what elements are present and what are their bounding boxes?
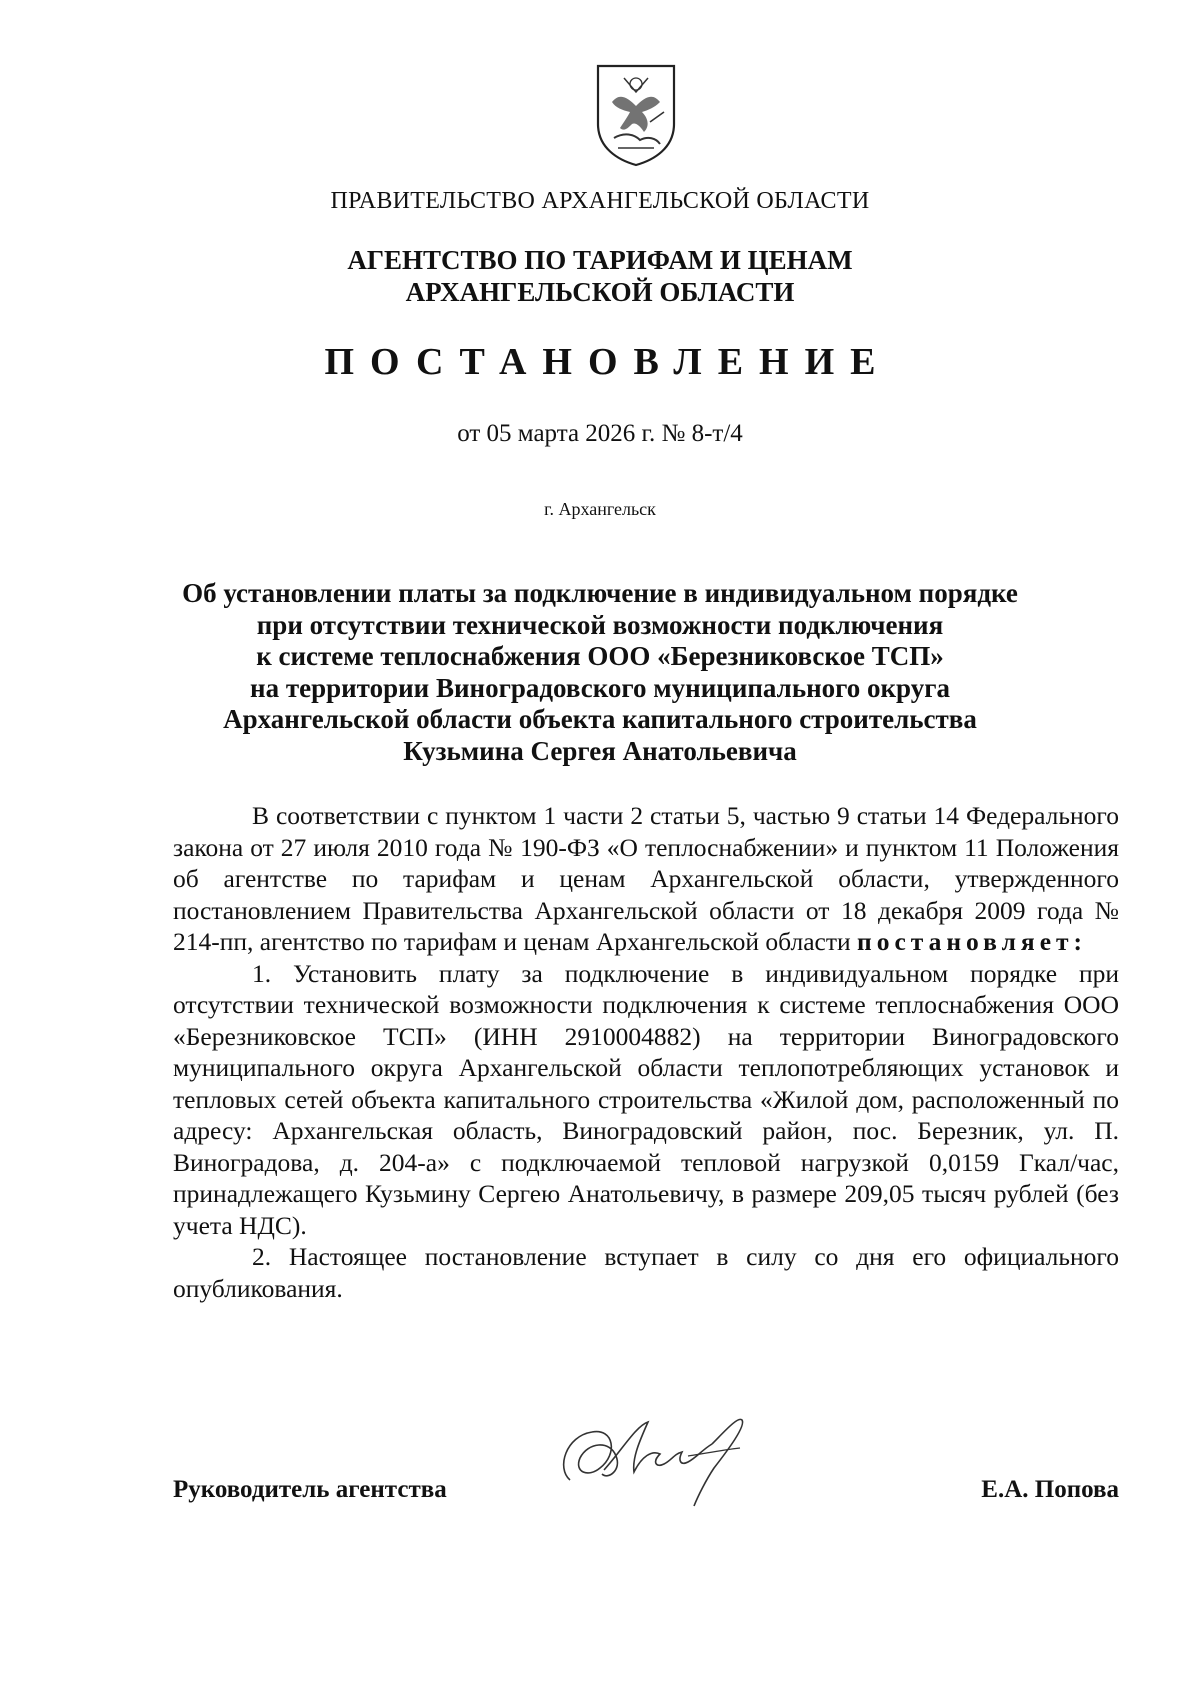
title-line: Кузьмина Сергея Анатольевича bbox=[403, 735, 797, 766]
document-title bbox=[0, 578, 1200, 767]
document-type: ПОСТАНОВЛЕНИЕ bbox=[324, 341, 892, 383]
title-line: Архангельской области объекта капитального строительства bbox=[223, 704, 977, 734]
title-line: к системе теплоснабжения ООО «Березниковское ТСП» bbox=[256, 641, 944, 671]
signer-role: Руководитель агентства bbox=[173, 1476, 447, 1503]
item-2-paragraph: 2. Настоящее постановление вступает в силу со дня его официального опубликования. bbox=[173, 1242, 1119, 1303]
preamble-text: В соответствии с пунктом 1 части 2 статьи 5, частью 9 статьи 14 Федерального закона от 27 июля 2010 года № 190-ФЗ «О теплоснабжении» и пунктом 11 Положения об агентстве по тарифам и ценам Архангельской области, утвержденного постановлением Правительства Архангельской области от 18 декабря 2009 года № 214-пп, агентство по тарифам и ценам Архангельской области bbox=[173, 801, 1119, 956]
agency-name bbox=[0, 244, 1200, 308]
title-line: Об установлении платы за подключение в индивидуальном порядке bbox=[182, 578, 1018, 608]
handwritten-signature-icon bbox=[552, 1410, 757, 1510]
agency-name-line: АРХАНГЕЛЬСКОЙ ОБЛАСТИ bbox=[405, 277, 795, 307]
document-body bbox=[173, 800, 1119, 1304]
title-line: на территории Виноградовского муниципального округа bbox=[250, 672, 950, 703]
item-1-paragraph: 1. Установить плату за подключение в индивидуальном порядке при отсутствии технической возможности подключения к системе теплоснабжения ООО «Березниковское ТСП» (ИНН 2910004882) на территории Виноградовского муниципального округа Архангельской области теплопотребляющих установок и тепловых сетей объекта капитального строительства «Жилой дом, расположенный по адресу: Архангельская область, Виноградовский район, пос. Березник, ул. П. Виноградова, д. 204-а» с подключаемой тепловой нагрузкой 0,0159 Гкал/час, принадлежащего Кузьмину Сергею Анатольевичу, в размере 209,05 тысяч рублей (без учета НДС). bbox=[173, 958, 1119, 1240]
document-date-number: от 05 марта 2026 г. № 8-т/4 bbox=[457, 420, 743, 447]
coat-of-arms-icon bbox=[594, 62, 678, 167]
decree-word: постановляет: bbox=[857, 927, 1088, 956]
government-name: ПРАВИТЕЛЬСТВО АРХАНГЕЛЬСКОЙ ОБЛАСТИ bbox=[330, 188, 870, 214]
document-city: г. Архангельск bbox=[544, 499, 656, 519]
signer-name: Е.А. Попова bbox=[981, 1476, 1119, 1503]
preamble-paragraph bbox=[173, 800, 1119, 958]
agency-name-line: АГЕНТСТВО ПО ТАРИФАМ И ЦЕНАМ bbox=[347, 245, 853, 275]
title-line: при отсутствии технической возможности подключения bbox=[256, 609, 944, 640]
